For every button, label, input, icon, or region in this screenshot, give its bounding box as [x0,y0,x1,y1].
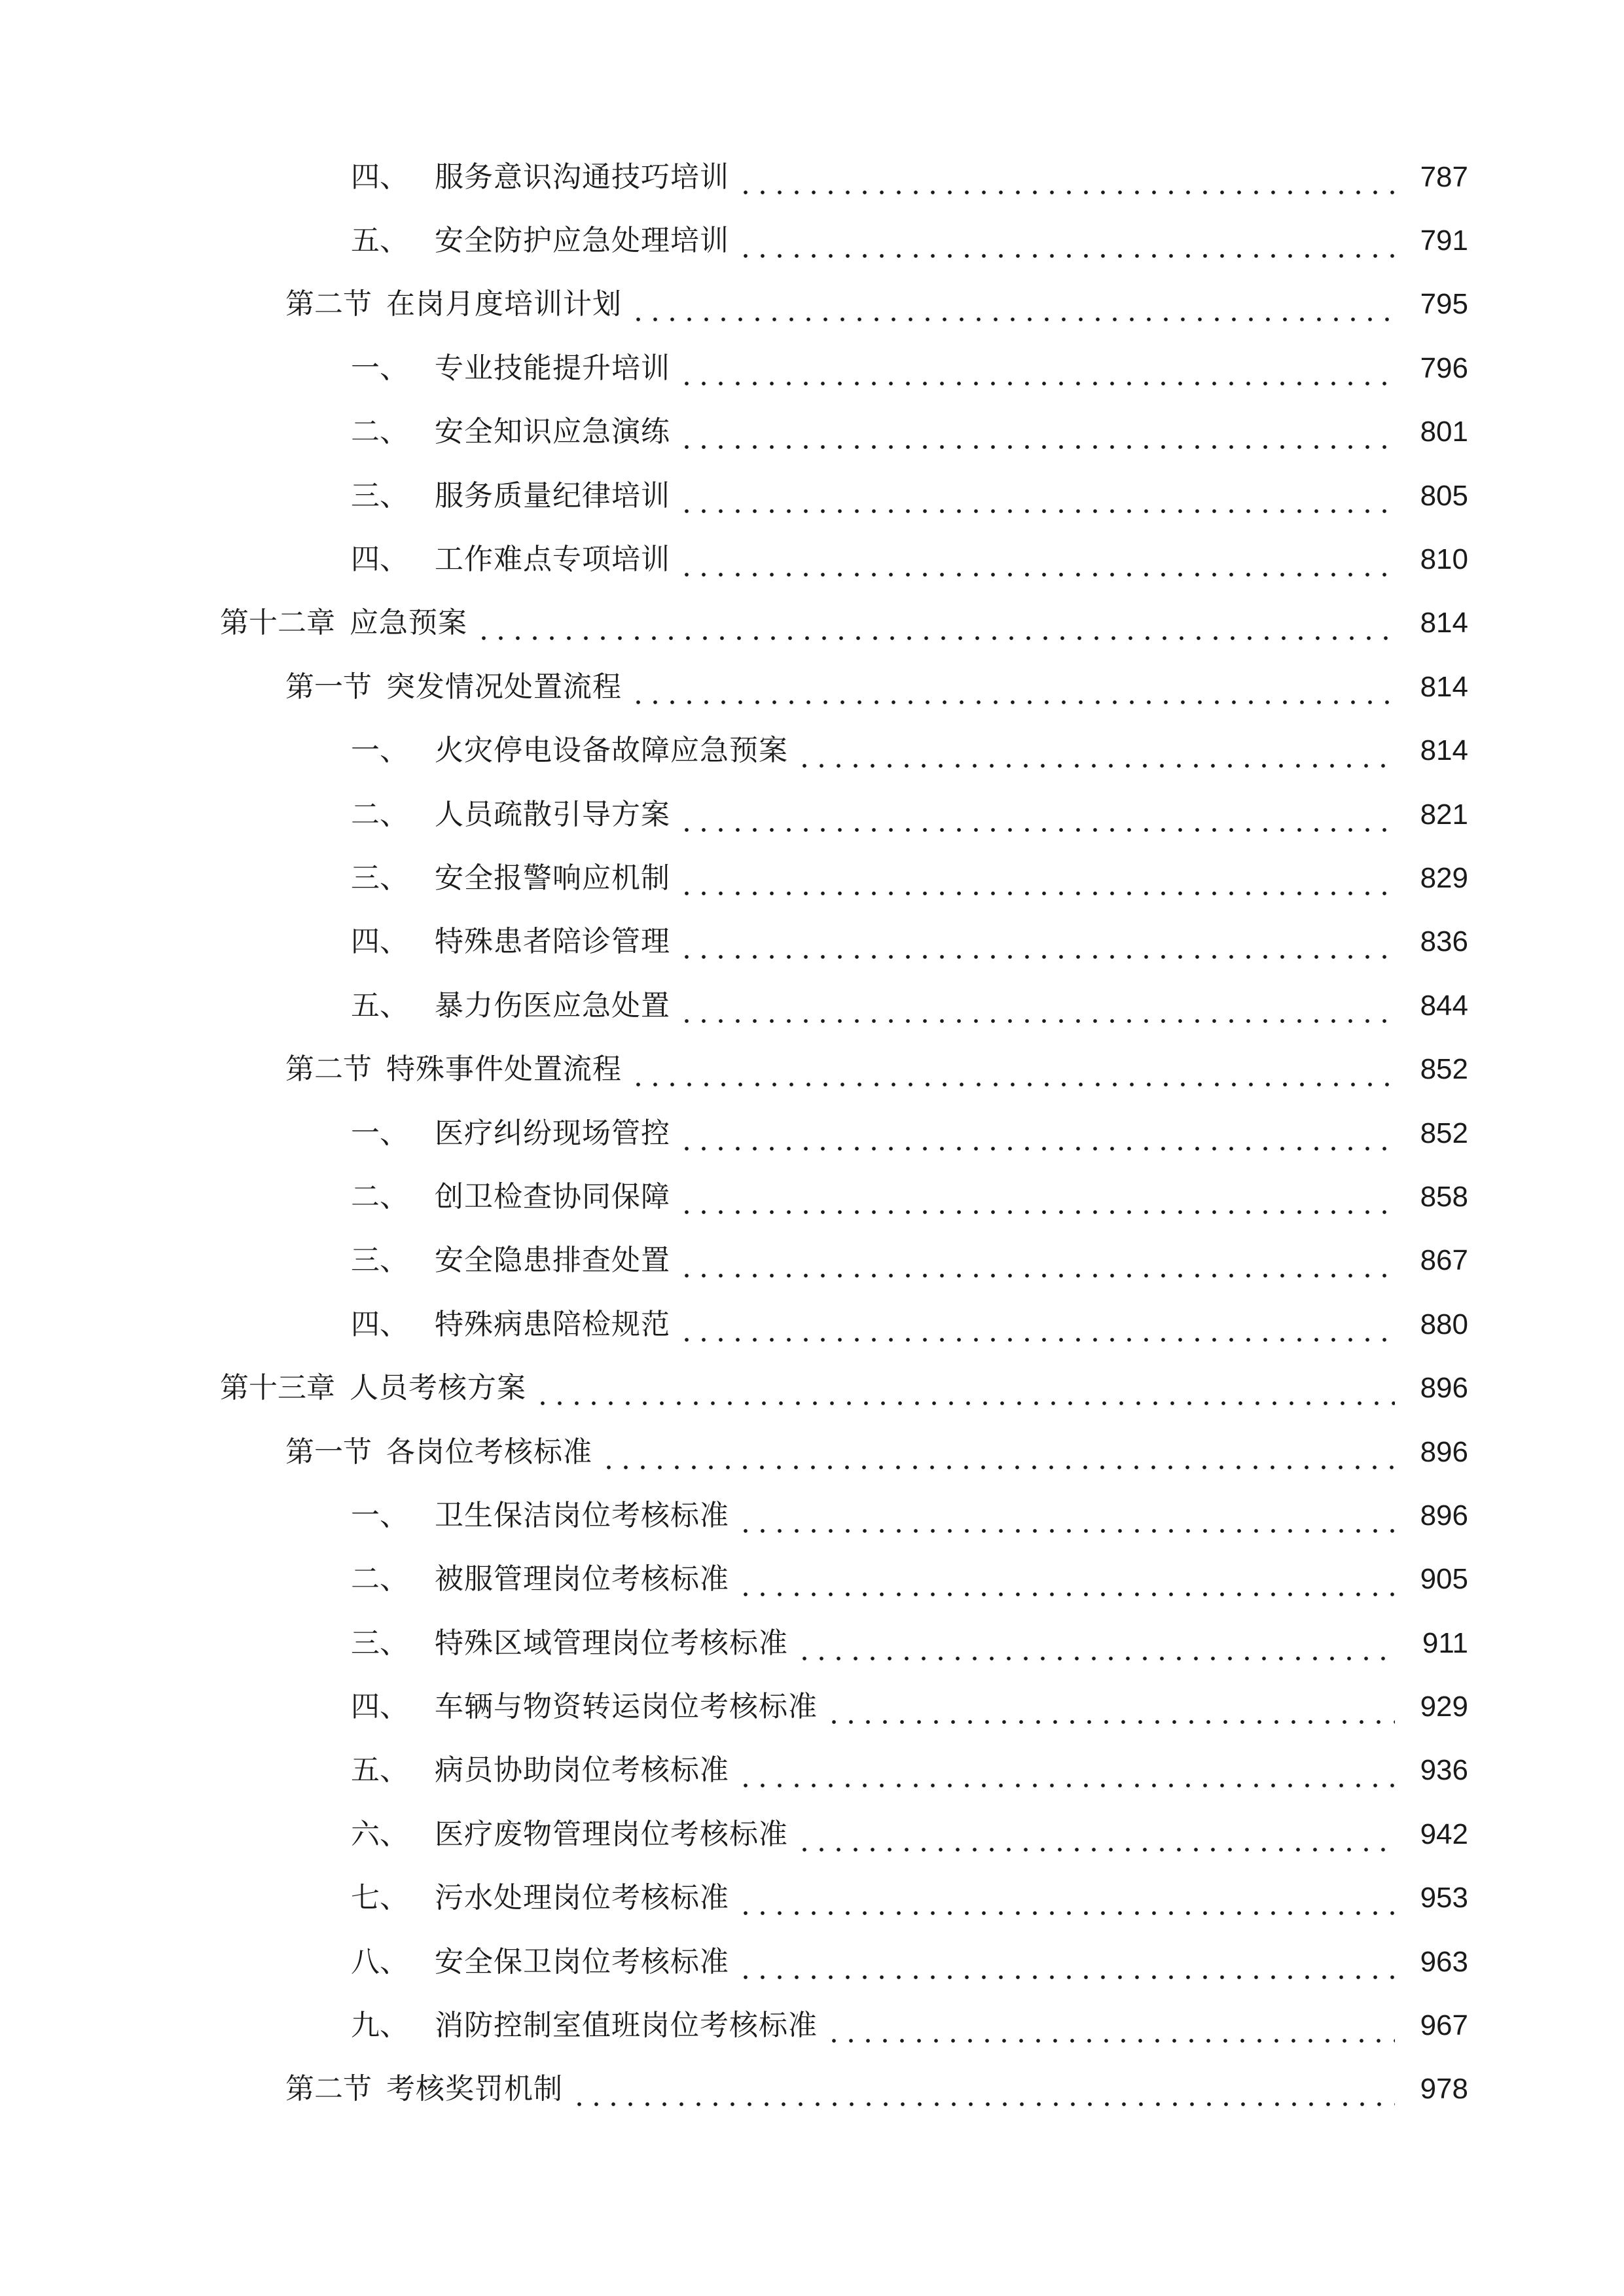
toc-entry-title: 特殊事件处置流程 [386,1052,622,1086]
toc-subsection-entry [0,719,1624,783]
dot-leader [678,358,1395,387]
toc-entry-number: 三、 [351,1244,408,1278]
toc-page-number: 821 [1420,798,1468,831]
toc-subsection-entry [0,910,1624,974]
dot-leader [630,1059,1395,1088]
toc-entry-number: 五、 [351,224,408,258]
toc-entry-number: 第十二章 [220,606,335,640]
dot-leader [630,294,1395,323]
toc-subsection-entry [0,1484,1624,1547]
toc-subsection-entry [0,1548,1624,1611]
dot-leader [737,1505,1395,1534]
dot-leader [678,804,1395,833]
toc-subsection-entry [0,1165,1624,1229]
toc-entry-title: 在岗月度培训计划 [386,287,622,321]
toc-section-entry [0,655,1624,719]
dot-leader [678,868,1395,897]
toc-subsection-entry [0,145,1624,209]
dot-leader [678,996,1395,1024]
toc-entry-title: 安全报警响应机制 [435,861,670,895]
toc-entry-title: 医疗纠纷现场管控 [435,1116,670,1150]
toc-entry-title: 安全防护应急处理培训 [435,224,729,258]
dot-leader [796,1824,1395,1853]
toc-subsection-entry [0,1994,1624,2057]
toc-subsection-entry [0,1293,1624,1356]
toc-page-number: 896 [1420,1499,1468,1532]
toc-entry-title: 特殊患者陪诊管理 [435,925,670,959]
dot-leader [825,2015,1395,2044]
toc-page-number: 810 [1420,543,1468,576]
toc-entry-title: 专业技能提升培训 [435,351,670,385]
dot-leader [737,167,1395,196]
toc-section-entry [0,1037,1624,1101]
toc-entry-number: 八、 [351,1945,408,1979]
dot-leader [737,1888,1395,1916]
toc-subsection-entry [0,1867,1624,1930]
toc-page-number: 953 [1420,1882,1468,1914]
toc-entry-title: 病员协助岗位考核标准 [435,1753,729,1787]
toc-entry-number: 三、 [351,478,408,512]
toc-page-number: 858 [1420,1180,1468,1213]
dot-leader [678,486,1395,514]
dot-leader [796,740,1395,769]
dot-leader [571,2079,1395,2108]
toc-page-number: 814 [1420,607,1468,639]
toc-page-number: 896 [1420,1435,1468,1468]
toc-page-number: 852 [1420,1053,1468,1086]
toc-page-number: 852 [1420,1117,1468,1149]
dot-leader [678,1250,1395,1279]
toc-entry-number: 三、 [351,1626,408,1660]
toc-entry-number: 二、 [351,797,408,831]
toc-entry-title: 人员疏散引导方案 [435,797,670,831]
toc-entry-number: 四、 [351,543,408,577]
toc-entry-number: 一、 [351,734,408,768]
toc-page-number: 787 [1420,160,1468,193]
toc-subsection-entry [0,846,1624,910]
toc-entry-title: 服务意识沟通技巧培训 [435,160,729,194]
toc-subsection-entry [0,464,1624,528]
toc-entry-number: 第二节 [285,1052,372,1086]
toc-entry-title: 各岗位考核标准 [386,1435,592,1469]
toc-subsection-entry [0,1675,1624,1738]
toc-entry-number: 二、 [351,1179,408,1213]
toc-entry-number: 五、 [351,1753,408,1787]
toc-entry-title: 创卫检查协同保障 [435,1179,670,1213]
toc-page-number: 967 [1420,2009,1468,2042]
dot-leader [678,422,1395,450]
toc-subsection-entry [0,783,1624,846]
toc-entry-number: 三、 [351,861,408,895]
toc-page-number: 942 [1420,1818,1468,1850]
toc-entry-number: 四、 [351,160,408,194]
toc-entry-title: 考核奖罚机制 [386,2072,563,2106]
toc-page-number: 896 [1420,1372,1468,1405]
toc-page-number: 911 [1422,1626,1468,1659]
toc-entry-number: 七、 [351,1881,408,1915]
toc-entry-title: 突发情况处置流程 [386,670,622,704]
toc-entry-number: 五、 [351,988,408,1022]
dot-leader [678,931,1395,960]
toc-subsection-entry [0,1611,1624,1675]
dot-leader [737,1952,1395,1981]
toc-entry-number: 二、 [351,415,408,449]
toc-subsection-entry [0,1102,1624,1165]
toc-entry-title: 安全隐患排查处置 [435,1244,670,1278]
toc-page-number: 867 [1420,1244,1468,1277]
toc-section-entry [0,2058,1624,2121]
toc-page-number: 978 [1420,2073,1468,2106]
toc-entry-title: 医疗废物管理岗位考核标准 [435,1817,788,1851]
toc-entry-number: 一、 [351,351,408,385]
dot-leader [825,1696,1395,1725]
toc-page-number: 805 [1420,479,1468,512]
dot-leader [475,613,1395,641]
dot-leader [796,1633,1395,1662]
toc-entry-number: 四、 [351,1307,408,1341]
toc-page-number: 795 [1420,288,1468,321]
dot-leader [534,1378,1395,1407]
toc-subsection-entry [0,1803,1624,1866]
toc-chapter-entry [0,592,1624,655]
toc-entry-number: 一、 [351,1116,408,1150]
toc-subsection-entry [0,528,1624,591]
dot-leader [737,1760,1395,1789]
toc-entry-title: 火灾停电设备故障应急预案 [435,734,788,768]
toc-entry-number: 九、 [351,2009,408,2043]
toc-page-number: 814 [1420,670,1468,703]
toc-entry-title: 污水处理岗位考核标准 [435,1881,729,1915]
toc-entry-title: 特殊区域管理岗位考核标准 [435,1626,788,1660]
toc-page-number: 836 [1420,925,1468,958]
toc-entry-title: 服务质量纪律培训 [435,478,670,512]
table-of-contents [0,145,1624,2121]
toc-entry-title: 人员考核方案 [350,1371,526,1405]
toc-entry-number: 六、 [351,1817,408,1851]
toc-entry-number: 一、 [351,1498,408,1532]
toc-entry-number: 第十三章 [220,1371,335,1405]
toc-entry-number: 四、 [351,925,408,959]
toc-page-number: 844 [1420,989,1468,1022]
toc-subsection-entry [0,1739,1624,1803]
toc-subsection-entry [0,336,1624,400]
toc-page-number: 936 [1420,1754,1468,1787]
toc-entry-title: 消防控制室值班岗位考核标准 [435,2009,818,2043]
toc-entry-number: 第二节 [285,287,372,321]
toc-entry-title: 卫生保洁岗位考核标准 [435,1498,729,1532]
dot-leader [678,1187,1395,1215]
toc-entry-title: 应急预案 [350,606,467,640]
toc-subsection-entry [0,1930,1624,1994]
dot-leader [737,1569,1395,1598]
toc-entry-title: 特殊病患陪检规范 [435,1307,670,1341]
toc-entry-title: 车辆与物资转运岗位考核标准 [435,1690,818,1724]
toc-entry-number: 二、 [351,1562,408,1596]
dot-leader [630,677,1395,706]
toc-section-entry [0,1420,1624,1484]
toc-entry-title: 暴力伤医应急处置 [435,988,670,1022]
dot-leader [678,1123,1395,1152]
toc-entry-number: 四、 [351,1690,408,1724]
toc-entry-title: 被服管理岗位考核标准 [435,1562,729,1596]
dot-leader [678,549,1395,578]
toc-page-number: 905 [1420,1563,1468,1596]
toc-entry-number: 第一节 [285,670,372,704]
dot-leader [600,1442,1395,1471]
toc-page-number: 963 [1420,1945,1468,1978]
toc-page-number: 880 [1420,1308,1468,1340]
toc-page-number: 929 [1420,1691,1468,1723]
toc-subsection-entry [0,401,1624,464]
dot-leader [678,1314,1395,1343]
toc-page-number: 829 [1420,861,1468,894]
toc-page-number: 814 [1420,734,1468,767]
dot-leader [737,230,1395,259]
toc-page-number: 796 [1420,351,1468,384]
toc-page-number: 801 [1420,416,1468,448]
toc-subsection-entry [0,1229,1624,1293]
toc-entry-title: 安全知识应急演练 [435,415,670,449]
toc-entry-title: 工作难点专项培训 [435,543,670,577]
toc-page-number: 791 [1420,224,1468,257]
toc-section-entry [0,273,1624,336]
toc-entry-number: 第二节 [285,2072,372,2106]
toc-chapter-entry [0,1356,1624,1420]
toc-subsection-entry [0,209,1624,272]
toc-subsection-entry [0,974,1624,1037]
toc-entry-number: 第一节 [285,1435,372,1469]
toc-entry-title: 安全保卫岗位考核标准 [435,1945,729,1979]
